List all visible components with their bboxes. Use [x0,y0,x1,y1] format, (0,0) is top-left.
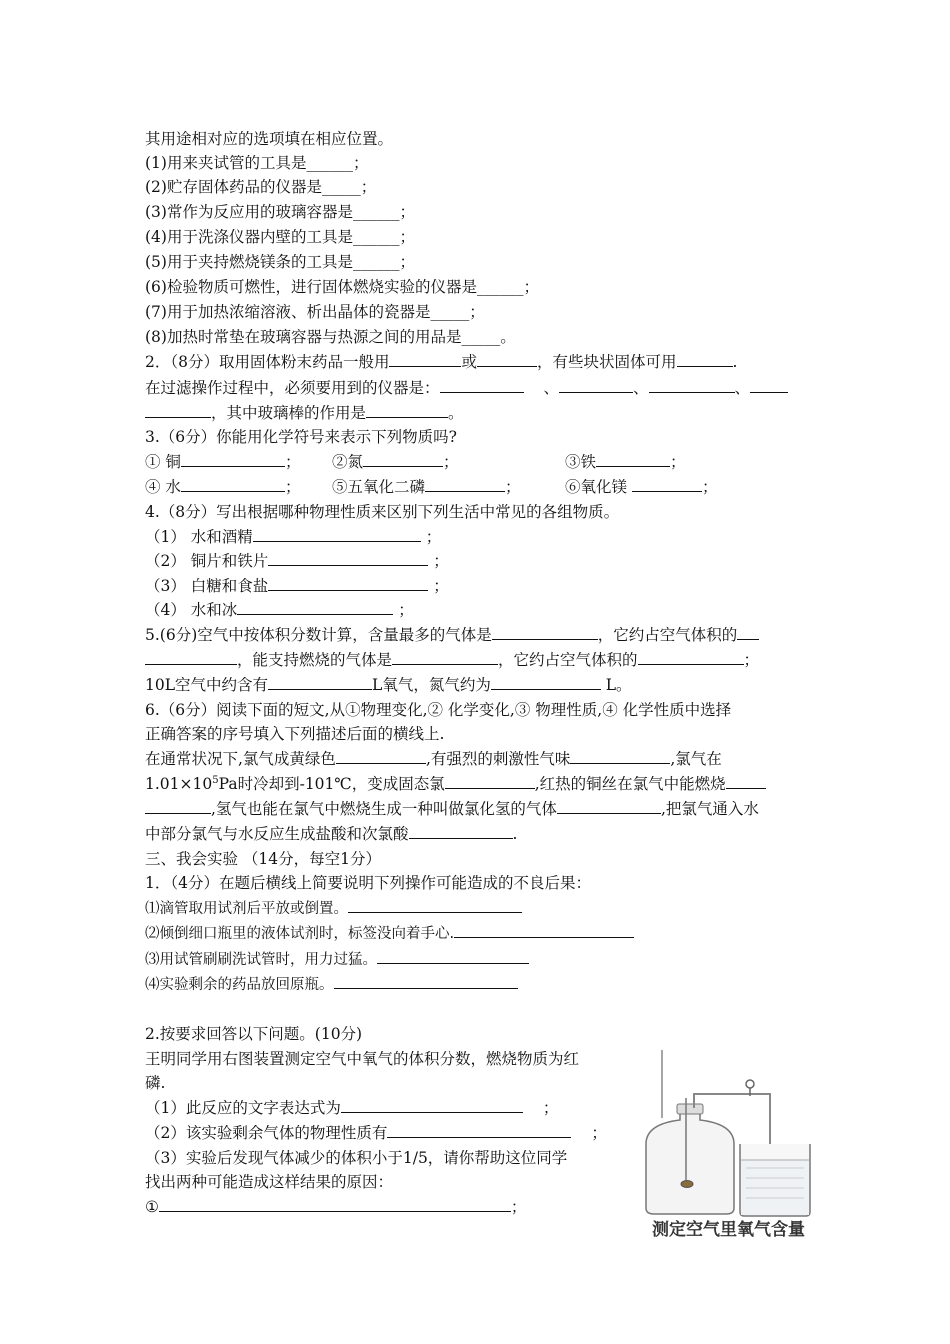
q6-line-2: 正确答案的序号填入下列描述后面的横线上. [145,725,445,743]
q6-line-4 [145,772,766,796]
answer-blank[interactable] [181,476,285,492]
answer-blank[interactable] [557,798,661,814]
q3-label: ③铁 [565,453,597,471]
q4-label: （3） 白糖和食盐 [145,577,269,595]
q6-text: ,有强烈的刺激性气味 [425,750,571,768]
section-title: 三、我会实验 （14分，每空1分） [145,850,382,868]
answer-blank[interactable] [726,773,766,789]
q3-label: ②氮 [332,453,364,471]
q2-text: 。 [448,404,464,422]
q3-sep: ； [284,478,301,496]
answer-blank[interactable] [477,351,537,367]
answer-blank[interactable] [253,526,421,542]
answer-blank[interactable] [440,377,524,393]
answer-blank[interactable] [409,823,513,839]
q4-sep: ； [433,577,449,595]
answer-blank[interactable] [677,351,733,367]
q3-row-2 [145,475,785,499]
q5-text: 5.(6分)空气中按体积分数计算，含量最多的气体是 [145,626,492,644]
answer-blank[interactable] [632,476,702,492]
p3-q2-label: （1）此反应的文字表达式为 [145,1099,341,1117]
q4-sep: ； [425,528,442,546]
q2-line-2 [145,376,788,400]
q4-item [145,525,441,549]
answer-blank[interactable] [750,377,788,393]
q6-line-6 [145,822,517,846]
q1-item: (6)检验物质可燃性，进行固体燃烧实验的仪器是______； [145,278,539,296]
q3-label: ① 铜 [145,453,181,471]
p3-q2-label: （2）该实验剩余气体的物理性质有 [145,1124,388,1142]
q5-line-1 [145,623,759,647]
p3-q1-text: ⑶用试管刷刷洗试管时，用力过猛。 [145,952,377,968]
q5-line-2 [145,648,759,672]
q5-text: ； [743,651,760,669]
answer-blank[interactable] [596,451,670,467]
answer-blank[interactable] [366,402,448,418]
p3-q2-text: 王明同学用右图装置测定空气中氧气的体积分数，燃烧物质为红 [145,1050,580,1068]
answer-blank[interactable] [392,649,498,665]
answer-blank[interactable] [348,897,522,913]
answer-blank[interactable] [737,624,759,640]
figure-caption: 测定空气里氧气含量 [652,1220,805,1240]
answer-blank[interactable] [570,748,670,764]
q2-text: ，有些块状固体可用 [537,353,677,371]
apparatus-diagram [628,1048,823,1218]
answer-blank[interactable] [334,973,518,989]
answer-blank[interactable] [181,451,285,467]
q6-text: 在通常状况下,氯气成黄绿色 [145,750,336,768]
q5-text: 10L空气中约含有 [145,676,269,694]
q5-line-3 [145,673,632,697]
q1-item: (4)用于洗涤仪器内壁的工具是______； [145,228,415,246]
q6-line-5 [145,797,759,821]
q3-item [565,475,717,499]
answer-blank[interactable] [389,351,461,367]
p3-q1-item [145,948,529,972]
answer-blank[interactable] [237,599,393,615]
q2-text: 、 [633,379,649,397]
stopper [677,1104,703,1114]
p3-q2-item [145,1121,607,1145]
q6-line-3 [145,747,722,771]
q3-sep: ； [670,453,686,471]
answer-blank[interactable] [145,402,211,418]
p3-q2-title: 2.按要求回答以下问题。(10分) [145,1025,363,1043]
q6-text: Pa时冷却到-101℃，变成固态氯 [218,775,445,793]
q1-item: (8)加热时常垫在玻璃容器与热源之间的用品是_____。 [145,328,516,346]
q3-item [332,450,459,474]
clamp-icon [746,1080,754,1088]
q4-label: （1） 水和酒精 [145,528,253,546]
q2-line-1 [145,350,737,374]
p3-q2-text: （3）实验后发现气体减少的体积小于1/5，请你帮助这位同学 [145,1149,568,1167]
answer-blank[interactable] [336,748,426,764]
p3-q2-item [145,1096,558,1120]
q1-item: (5)用于夹持燃烧镁条的工具是______； [145,253,415,271]
answer-blank[interactable] [341,1097,523,1113]
answer-blank[interactable] [387,1122,571,1138]
q3-label: ⑥氧化镁 [565,478,628,496]
answer-blank[interactable] [445,773,535,789]
q6-text: . [512,825,518,843]
q6-line-1: 6.（6分）阅读下面的短文,从①物理变化,② 化学变化,③ 物理性质,④ 化学性质中选择 [145,701,732,719]
q6-text: ,氯气在 [670,750,722,768]
q3-label: ④ 水 [145,478,181,496]
q2-text: 在过滤操作过程中，必须要用到的仪器是： [145,379,440,397]
answer-blank[interactable] [159,1196,511,1212]
q4-title: 4.（8分）写出根据哪种物理性质来区别下列生活中常见的各组物质。 [145,503,620,521]
p3-q1-item [145,922,634,946]
q4-item [145,549,449,573]
q2-text: . [732,353,738,371]
q4-label: （4） 水和冰 [145,601,238,619]
q1-item: (7)用于加热浓缩溶液、析出晶体的瓷器是_____； [145,303,485,321]
answer-blank[interactable] [425,476,505,492]
p3-q1-text: ⑷实验剩余的药品放回原瓶。 [145,977,334,993]
p3-q1-item [145,897,522,921]
q3-sep: ； [443,453,459,471]
answer-blank[interactable] [268,674,372,690]
q2-text: 、 [543,379,560,397]
q3-sep: ； [284,453,301,471]
q3-item [565,450,686,474]
answer-blank[interactable] [363,451,443,467]
red-phosphorus [681,1181,693,1188]
answer-blank[interactable] [492,624,598,640]
answer-blank[interactable] [377,948,529,964]
q4-item [145,598,414,622]
q3-row-1 [145,450,785,474]
q3-title: 3.（6分）你能用化学符号来表示下列物质吗? [145,428,457,446]
p3-q1-text: ⑴滴管取用试剂后平放或倒置。 [145,901,348,917]
q2-text: 、 [734,379,751,397]
q4-sep: ； [433,552,449,570]
answer-blank[interactable] [638,649,744,665]
q5-text: ，它约占空气体积的 [498,651,638,669]
answer-blank[interactable] [268,550,428,566]
answer-blank[interactable] [145,798,211,814]
answer-blank[interactable] [145,649,237,665]
q2-line-3 [145,401,464,425]
q4-item [145,574,449,598]
q6-text: 1.01×10 [145,775,213,793]
q2-text: 或 [461,353,477,371]
q3-sep: ； [701,478,718,496]
q1-item: (2)贮存固体药品的仪器是_____； [145,178,377,196]
q6-text: ,氢气也能在氯气中燃烧生成一种叫做氯化氢的气体 [211,800,557,818]
answer-blank[interactable] [491,674,601,690]
exponent: 5 [212,774,219,786]
q6-text: ,红热的铜丝在氯气中能燃烧 [534,775,726,793]
answer-blank[interactable] [268,575,428,591]
answer-blank[interactable] [559,377,633,393]
q5-text: ，它约占空气体积的 [597,626,738,644]
p3-q2-sep: ； [542,1099,559,1117]
q3-label: ⑤五氧化二磷 [332,478,426,496]
intro-text: 其用途相对应的选项填在相应位置。 [145,130,394,148]
p3-q2-sep: ； [510,1198,527,1216]
p3-q1-item [145,973,518,997]
q1-item: (3)常作为反应用的玻璃容器是______； [145,203,415,221]
p3-q2-text: 磷. [145,1074,166,1092]
p3-q1-text: ⑵倾倒细口瓶里的液体试剂时，标签没向着手心. [145,926,455,942]
gas-bottle [646,1110,734,1214]
q5-text: ，能支持燃烧的气体是 [237,651,393,669]
q2-text: 2．（8分）取用固体粉末药品一般用 [145,353,390,371]
p3-q2-sep: ； [591,1124,607,1142]
p3-q2-item [145,1195,526,1219]
q5-text: L。 [605,676,632,694]
q3-sep: ； [505,478,521,496]
p3-q2-label: ① [145,1198,159,1216]
q6-text: ,把氯气通入水 [660,800,759,818]
q3-item [332,475,521,499]
q1-item: (1)用来夹试管的工具是______； [145,154,369,172]
q5-text: L氧气，氮气约为 [372,676,491,694]
answer-blank[interactable] [649,377,735,393]
p3-q2-text: 找出两种可能造成这样结果的原因： [145,1173,394,1191]
q4-label: （2） 铜片和铁片 [145,552,269,570]
q4-sep: ； [398,601,414,619]
q6-text: 中部分氯气与水反应生成盐酸和次氯酸 [145,825,409,843]
q2-text: ，其中玻璃棒的作用是 [211,404,367,422]
answer-blank[interactable] [454,922,634,938]
p3-q1-title: 1．（4分）在题后横线上简要说明下列操作可能造成的不良后果： [145,874,591,892]
